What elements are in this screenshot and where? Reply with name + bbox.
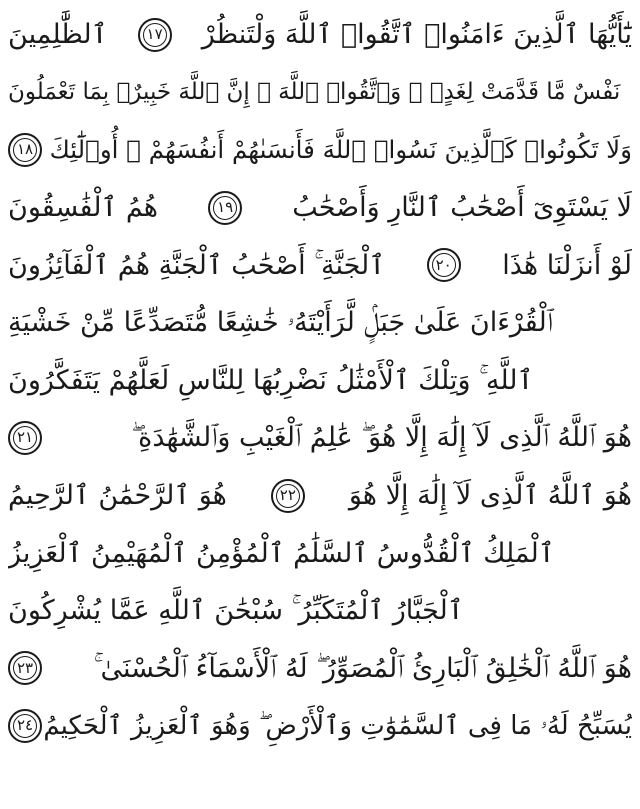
- verse-text: يَٰٓأَيُّهَا ٱلَّذِينَ ءَامَنُوا۟ ٱتَّقُوا۟ ٱللَّهَ وَلْتَنظُرْ: [201, 19, 632, 51]
- verse-line: [8, 64, 632, 122]
- ayah-number-marker: ٢٢: [271, 479, 305, 513]
- verse-line: [8, 582, 632, 640]
- verse-line: [8, 294, 632, 352]
- verse-text: ٱلْجَبَّارُ ٱلْمُتَكَبِّرُ ۚ سُبْحَٰنَ ٱللَّهِ عَمَّا يُشْرِكُونَ: [8, 595, 464, 627]
- verse-line: [8, 409, 632, 467]
- verse-text: ٱلظَّٰلِمِينَ: [8, 19, 108, 51]
- verse-text: نَفْسٌ مَّا قَدَّمَتْ لِغَدٍۢ ۖ وَٱتَّقُوا۟ ٱللَّهَ ۚ إِنَّ ٱللَّهَ خَبِيرٌۢ بِمَا تَعْمَلُونَ: [8, 78, 621, 105]
- verse-text: هُمُ ٱلْفَٰسِقُونَ: [8, 192, 159, 224]
- ayah-number-marker: ١٨: [8, 133, 42, 167]
- ayah-number-marker: ٢١: [8, 421, 42, 455]
- ayah-number-marker: ١٩: [208, 191, 242, 225]
- verse-text: هُوَ ٱللَّهُ ٱلَّذِى لَآ إِلَٰهَ إِلَّا هُوَ: [348, 480, 632, 512]
- verse-text: هُوَ ٱللَّهُ ٱلْخَٰلِقُ ٱلْبَارِئُ ٱلْمُصَوِّرُ ۖ لَهُ ٱلْأَسْمَآءُ ٱلْحُسْنَىٰ ۚ: [93, 652, 632, 684]
- verse-lines: [8, 6, 632, 755]
- verse-text: وَلَا تَكُونُوا۟ كَٱلَّذِينَ نَسُوا۟ ٱللَّهَ فَأَنسَىٰهُمْ أَنفُسَهُمْ ۚ أُو۟لَٰٓئِكَ: [49, 134, 632, 164]
- ayah-number-marker: ٢٤: [8, 709, 42, 743]
- verse-line: [8, 697, 632, 755]
- verse-line: [8, 179, 632, 237]
- verse-text: ٱلْجَنَّةِ ۚ أَصْحَٰبُ ٱلْجَنَّةِ هُمُ ٱلْفَآئِزُونَ: [8, 249, 386, 281]
- verse-text: لَا يَسْتَوِىٓ أَصْحَٰبُ ٱلنَّارِ وَأَصْحَٰبُ: [292, 192, 632, 224]
- verse-line: [8, 467, 632, 525]
- verse-line: [8, 6, 632, 64]
- verse-line: [8, 352, 632, 410]
- verse-text: هُوَ ٱللَّهُ ٱلَّذِى لَآ إِلَٰهَ إِلَّا هُوَ ۖ عَٰلِمُ ٱلْغَيْبِ وَٱلشَّهَٰدَةِ ۖ: [131, 422, 632, 454]
- verse-line: [8, 524, 632, 582]
- verse-text: ٱللَّهِ ۚ وَتِلْكَ ٱلْأَمْثَٰلُ نَضْرِبُهَا لِلنَّاسِ لَعَلَّهُمْ يَتَفَكَّرُونَ: [8, 364, 534, 396]
- verse-line: [8, 640, 632, 698]
- ayah-number-marker: ٢٣: [8, 651, 42, 685]
- ayah-number-marker: ١٧: [138, 18, 172, 52]
- verse-text: يُسَبِّحُ لَهُۥ مَا فِى ٱلسَّمَٰوَٰتِ وَٱلْأَرْضِ ۖ وَهُوَ ٱلْعَزِيزُ ٱلْحَكِيمُ: [43, 710, 632, 741]
- verse-text: ٱلْقُرْءَانَ عَلَىٰ جَبَلٍۢ لَّرَأَيْتَهُۥ خَٰشِعًا مُّتَصَدِّعًا مِّنْ خَشْيَةِ: [8, 307, 553, 339]
- ayah-number-marker: ٢٠: [427, 248, 461, 282]
- verse-text: هُوَ ٱلرَّحْمَٰنُ ٱلرَّحِيمُ: [8, 480, 227, 512]
- verse-line: [8, 121, 632, 179]
- verse-text: لَوْ أَنزَلْنَا هَٰذَا: [502, 249, 632, 281]
- verse-text: ٱلْمَلِكُ ٱلْقُدُّوسُ ٱلسَّلَٰمُ ٱلْمُؤْمِنُ ٱلْمُهَيْمِنُ ٱلْعَزِيزُ: [8, 537, 555, 569]
- verse-line: [8, 236, 632, 294]
